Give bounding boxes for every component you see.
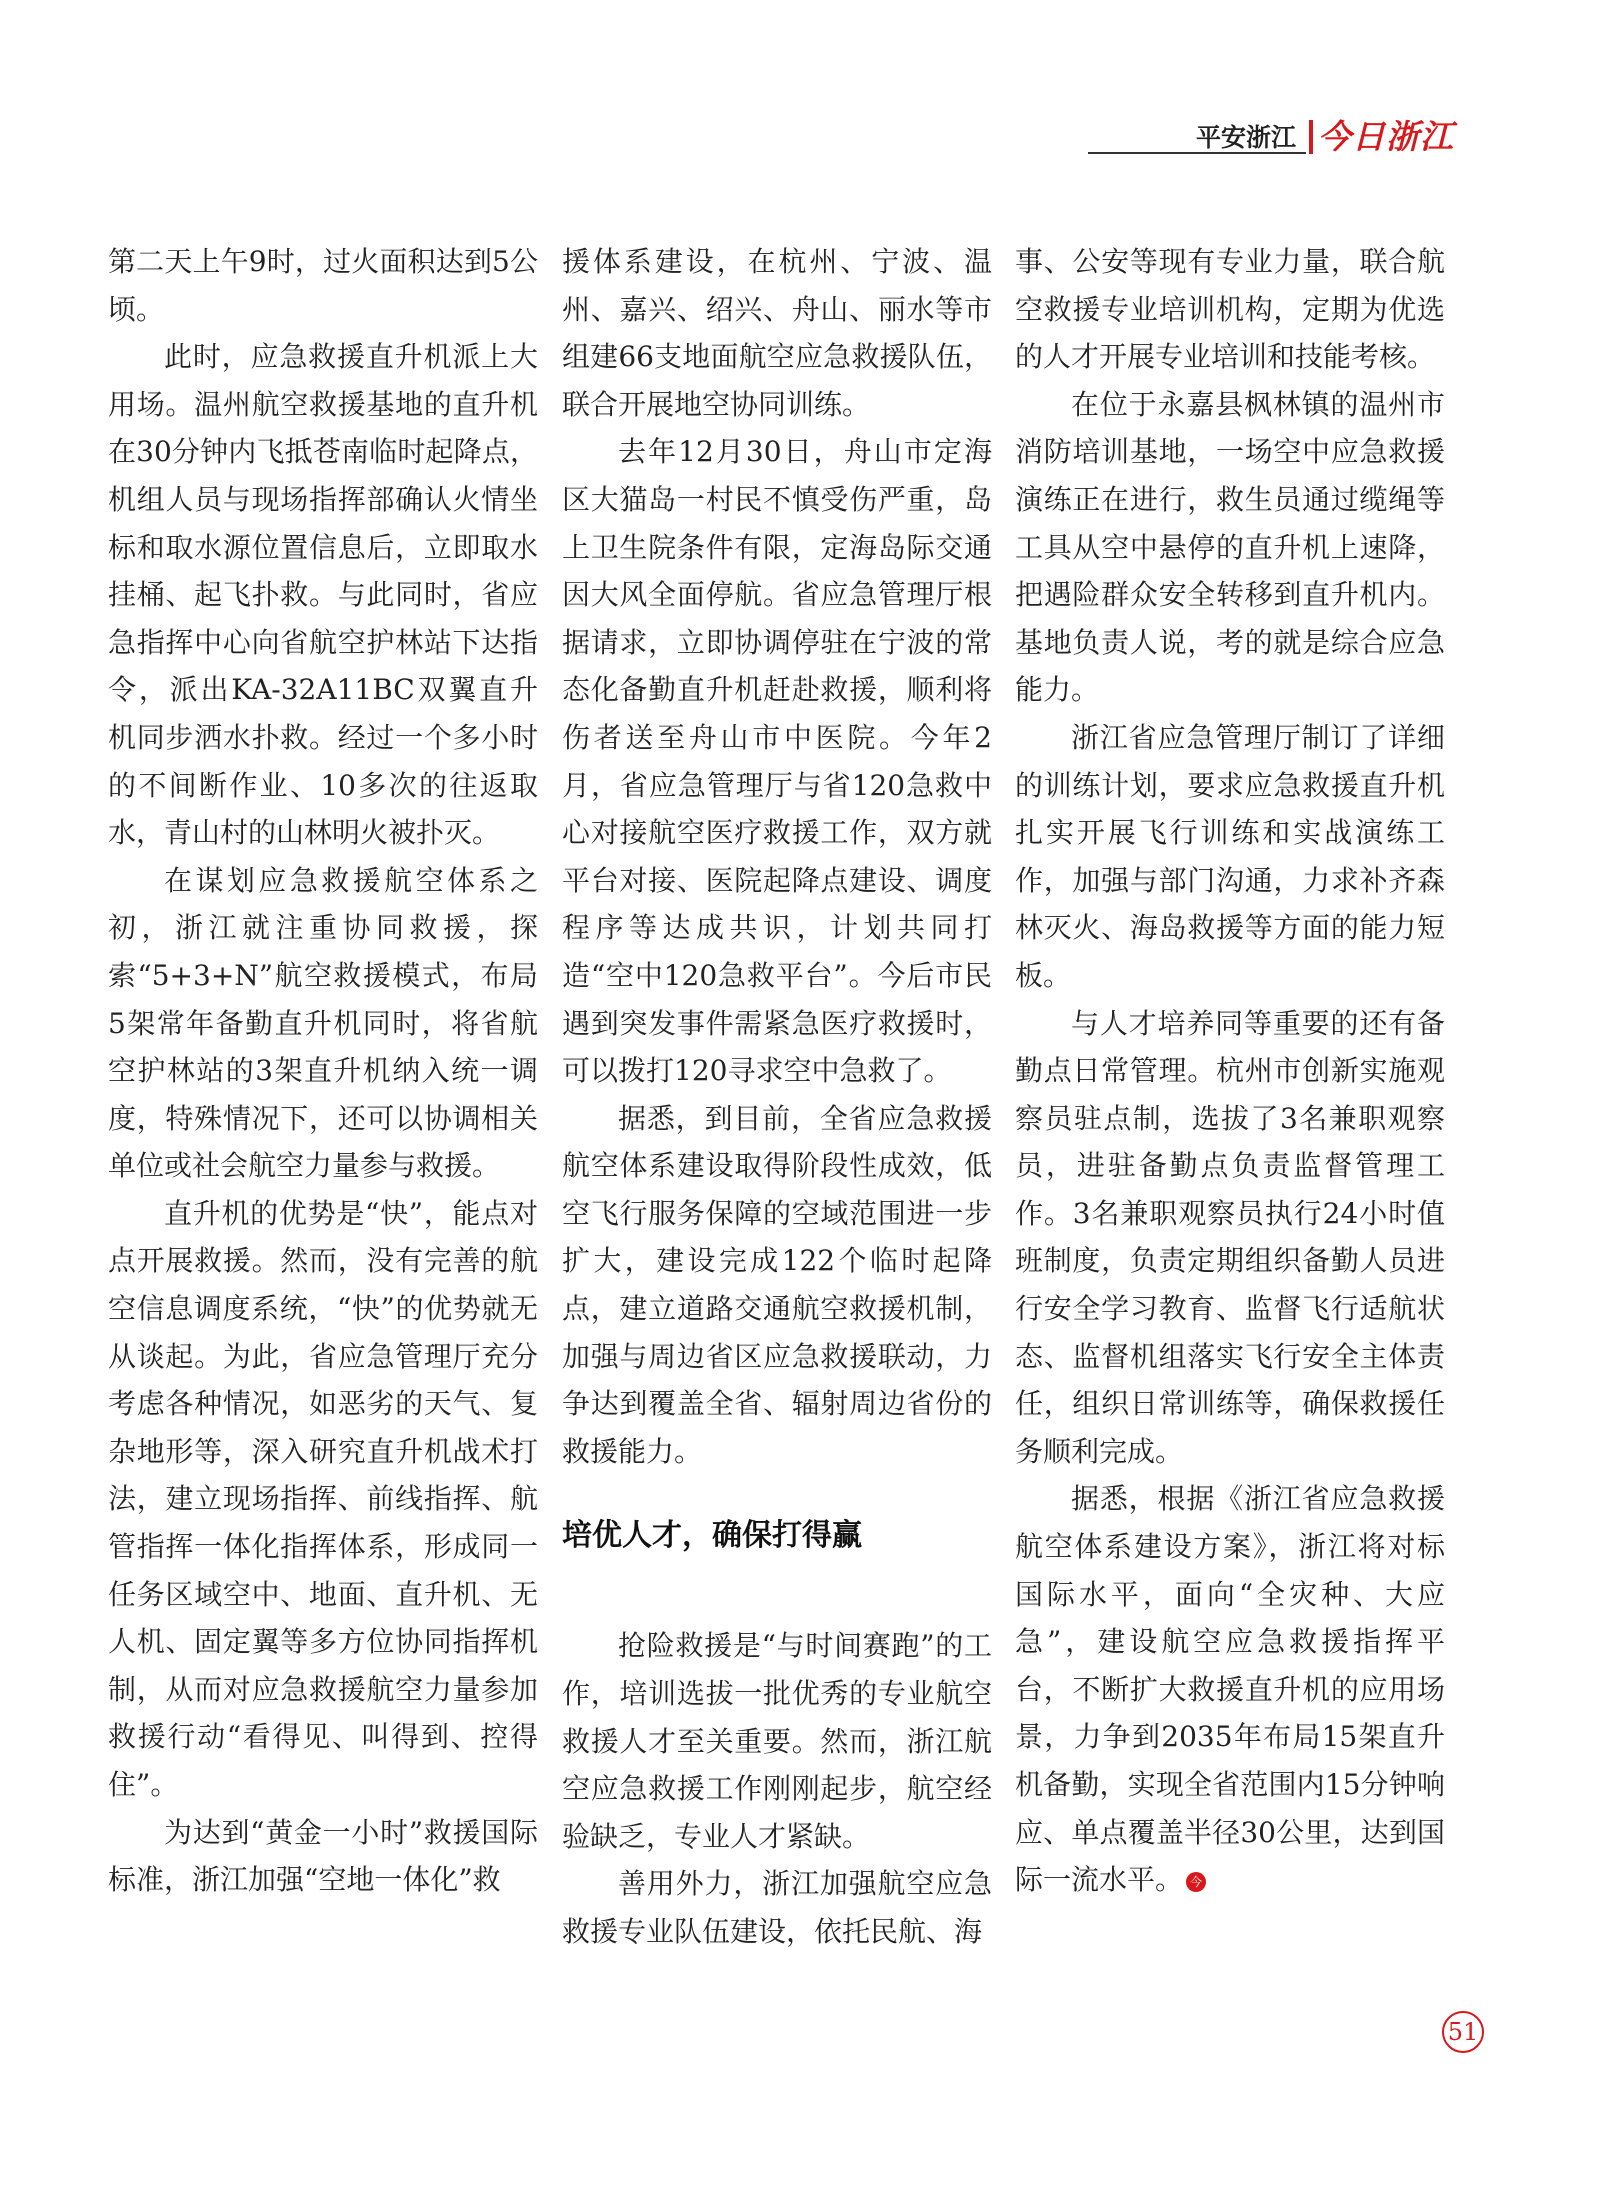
paragraph: 为达到“黄金一小时”救援国际标准，浙江加强“空地一体化”救 — [108, 1815, 538, 1897]
paragraph: 此时，应急救援直升机派上大用场。温州航空救援基地的直升机在30分钟内飞抵苍南临时起降点，机组人员与现场指挥部确认火情坐标和取水源位置信息后，立即取水挂桶、起飞扑救。与此同时，省应急指挥中心向省航空护林站下达指令，派出KA-32A11BC双翼直升机同步洒水扑救。经过一个多小时的不间断作业、10多次的往返取水，青山村的山林明火被扑灭。 — [108, 340, 538, 850]
end-of-article-icon: 今 — [1186, 1872, 1206, 1892]
paragraph: 在谋划应急救援航空体系之初，浙江就注重协同救援，探索“5+3+N”航空救援模式，布局5架常年备勤直升机同时，将省航空护林站的3架直升机纳入统一调度，特殊情况下，还可以协调相关单位或社会航空力量参与救援。 — [108, 863, 538, 1183]
paragraph-text: 据悉，根据《浙江省应急救援航空体系建设方案》，浙江将对标国际水平，面向“全灾种、大应急”，建设航空应急救援指挥平台，不断扩大救援直升机的应用场景，力争到2035年布局15架直升机备勤，实现全省范围内15分钟响应、单点覆盖半径30公里，达到国际一流水平。 — [1015, 1482, 1445, 1897]
paragraph: 直升机的优势是“快”，能点对点开展救援。然而，没有完善的航空信息调度系统，“快”的优势就无从谈起。为此，省应急管理厅充分考虑各种情况，如恶劣的天气、复杂地形等，深入研究直升机战术打法，建立现场指挥、前线指挥、航管指挥一体化指挥体系，形成同一任务区域空中、地面、直升机、无人机、固定翼等多方位协同指挥机制，从而对应急救援航空力量参加救援行动“看得见、叫得到、控得住”。 — [108, 1196, 538, 1801]
header-separator — [1309, 120, 1313, 154]
header-brand-logo: 今日浙江 — [1318, 117, 1454, 156]
paragraph: 与人才培养同等重要的还有备勤点日常管理。杭州市创新实施观察员驻点制，选拔了3名兼职观察员，进驻备勤点负责监督管理工作。3名兼职观察员执行24小时值班制度，负责定期组织备勤人员进行安全学习教育、监督飞行适航状态、监督机组落实飞行安全主体责任，组织日常训练等，确保救援任务顺利完成。 — [1015, 1006, 1445, 1468]
paragraph: 浙江省应急管理厅制订了详细的训练计划，要求应急救援直升机扎实开展飞行训练和实战演练工作，加强与部门沟通，力求补齐森林灭火、海岛救援等方面的能力短板。 — [1015, 720, 1445, 992]
paragraph: 据悉，到目前，全省应急救援航空体系建设取得阶段性成效，低空飞行服务保障的空域范围进一步扩大，建设完成122个临时起降点，建立道路交通航空救援机制，加强与周边省区应急救援联动，力争达到覆盖全省、辐射周边省份的救援能力。 — [562, 1101, 992, 1468]
paragraph: 援体系建设，在杭州、宁波、温州、嘉兴、绍兴、舟山、丽水等市组建66支地面航空应急救援队伍，联合开展地空协同训练。 — [562, 245, 992, 421]
article-column-3 — [1015, 238, 1445, 1904]
header-section-title: 平安浙江 — [1196, 123, 1297, 152]
paragraph — [1015, 1475, 1445, 1903]
paragraph: 在位于永嘉县枫林镇的温州市消防培训基地，一场空中应急救援演练正在进行，救生员通过缆绳等工具从空中悬停的直升机上速降，把遇险群众安全转移到直升机内。基地负责人说，考的就是综合应急能力。 — [1015, 387, 1445, 707]
paragraph: 事、公安等现有专业力量，联合航空救援专业培训机构，定期为优选的人才开展专业培训和技能考核。 — [1015, 245, 1445, 374]
paragraph: 抢险救援是“与时间赛跑”的工作，培训选拔一批优秀的专业航空救援人才至关重要。然而，浙江航空应急救援工作刚刚起步，航空经验缺乏，专业人才紧缺。 — [562, 1629, 992, 1853]
paragraph: 善用外力，浙江加强航空应急救援专业队伍建设，依托民航、海 — [562, 1867, 992, 1948]
article-column-2 — [562, 238, 992, 1956]
paragraph: 第二天上午9时，过火面积达到5公顷。 — [108, 245, 538, 326]
page-number: 51 — [1442, 2011, 1484, 2053]
section-heading: 培优人才，确保打得赢 — [562, 1518, 862, 1554]
article-column-1 — [108, 238, 538, 1904]
paragraph: 去年12月30日，舟山市定海区大猫岛一村民不慎受伤严重，岛上卫生院条件有限，定海岛际交通因大风全面停航。省应急管理厅根据请求，立即协调停驻在宁波的常态化备勤直升机赶赴救援，顺利将伤者送至舟山市中医院。今年2月，省应急管理厅与省120急救中心对接航空医疗救援工作，双方就平台对接、医院起降点建设、调度程序等达成共识，计划共同打造“空中120急救平台”。今后市民遇到突发事件需紧急医疗救援时，可以拨打120寻求空中急救了。 — [562, 435, 992, 1088]
